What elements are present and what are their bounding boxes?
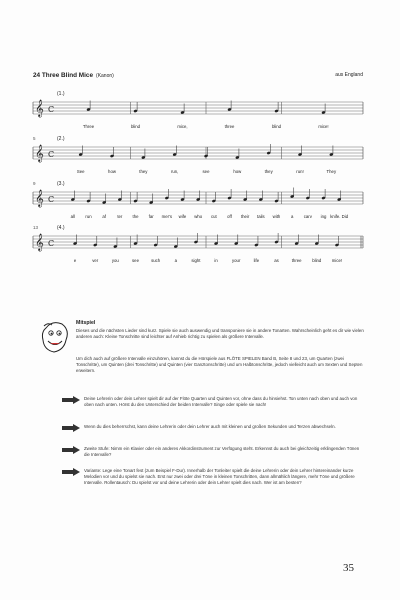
- round-entry-mark: (2.): [57, 136, 65, 142]
- staff-svg: [33, 133, 363, 167]
- song-title: 24 Three Blind Mice (Kanon): [33, 72, 114, 79]
- lyric-syllable: your: [232, 258, 241, 263]
- lyric-syllable: the: [132, 214, 139, 219]
- lyric-syllable: run,: [170, 169, 179, 174]
- time-signature: C: [48, 195, 55, 204]
- tip-paragraph: Um dich auch auf größere Intervalle einzuhören, kannst du die Hörspiele aus FLÖTE SPIELEN Band B, Seite 8 und 23, um Quarten (zwei Tonschritte), um Quinten (drei Tonschritte) und Quinten (vier Ganztonschritte) und um Halbtonschritte, jedoch vielleicht auch um Sexten und Septen erweitern.: [76, 356, 363, 374]
- tip-box: [40, 320, 370, 555]
- round-entry-mark: (4.): [57, 225, 65, 231]
- smiling-face-icon: [40, 320, 70, 354]
- measure-number: 13: [33, 225, 39, 230]
- song-header: [33, 72, 363, 82]
- round-entry-mark: (3.): [57, 181, 65, 187]
- treble-clef-icon: 𝄞: [35, 99, 44, 117]
- lyric-syllable: life: [253, 258, 260, 263]
- song-title-subtitle: (Kanon): [96, 73, 114, 79]
- lyric-syllable: See: [76, 169, 85, 174]
- staff-line-4: [33, 222, 363, 272]
- lyric-syllable: mer's: [161, 214, 173, 219]
- lyric-syllable: mice,: [177, 124, 188, 129]
- lyric-syllable: they: [139, 169, 148, 174]
- lyric-syllable: three: [291, 258, 302, 263]
- lyric-syllable: with: [272, 214, 281, 219]
- lyric-syllable: see: [132, 258, 139, 263]
- arrow-right-icon: [62, 424, 80, 432]
- lyric-syllable: ing: [320, 214, 327, 219]
- time-signature: C: [48, 239, 55, 248]
- arrow-right-icon: [62, 396, 80, 404]
- lyric-syllable: blind: [130, 124, 141, 129]
- lyric-syllable: knife. Did: [330, 214, 349, 219]
- lyric-syllable: mice!: [331, 258, 343, 263]
- measure-number: 5: [33, 136, 36, 141]
- time-signature: C: [48, 105, 55, 114]
- lyric-syllable: blind: [312, 258, 322, 263]
- staff-line-1: [33, 88, 363, 138]
- lyric-syllable: all: [70, 214, 75, 219]
- treble-clef-icon: 𝄞: [35, 233, 44, 251]
- lyric-syllable: sight: [191, 258, 201, 263]
- lyric-syllable: tails: [257, 214, 265, 219]
- lyric-syllable: They: [326, 169, 337, 174]
- lyric-syllable: ter: [117, 214, 123, 219]
- lyric-syllable: run: [85, 214, 92, 219]
- lyric-syllable: who: [194, 214, 203, 219]
- lyric-syllable: see: [202, 169, 210, 174]
- lyric-syllable: in: [214, 258, 218, 263]
- lyric-syllable: their: [240, 214, 250, 219]
- time-signature: C: [48, 150, 55, 159]
- lyric-syllable: run!: [296, 169, 304, 174]
- staff-line-3: [33, 178, 363, 228]
- arrow-right-icon: [62, 468, 80, 476]
- lyric-syllable: a: [174, 258, 177, 263]
- exercise-text: Variante: Lege eine Tonart fest (zum Beispiel F-Dur). Innerhalb der Tonleiter spielt die deine Lehrerin oder dein Lehrer hintereinander kurze Melodien vor und du spielst sie nach. Erst nur zwei oder drei Töne in kleinen Tonschritten, dann allmählich längere, mehr Töne und größere Intervalle. Rollentausch: Du spielst vor und deine Lehrerin oder dein Lehrer spielt dies nach. Wer ist am besten?: [84, 468, 355, 486]
- lyric-syllable: wife: [178, 214, 187, 219]
- staff-svg: [33, 88, 363, 122]
- measure-number: 9: [33, 181, 36, 186]
- lyric-syllable: three: [224, 124, 235, 129]
- song-origin: aus England: [335, 72, 363, 78]
- staff-svg: [33, 222, 363, 256]
- tip-title: Mitspiel: [76, 320, 96, 326]
- lyric-syllable: Three: [82, 124, 95, 129]
- exercise-text: Wenn du dies beherrschst, kann deine Lehrerin oder dein Lehrer auch mit kleinen und großen Sekunden und Terzen abwechseln.: [84, 424, 336, 429]
- treble-clef-icon: 𝄞: [35, 144, 44, 162]
- lyric-syllable: far: [148, 214, 154, 219]
- lyric-syllable: af: [102, 214, 106, 219]
- exercise-text: Zweite Stufe: Nimm ein Klavier oder ein anderes Akkordinstrument zur Verfügung steht. Erkennst du auch bei gleichzeitig erklingenden Tönen die Intervalle?: [84, 446, 360, 458]
- treble-clef-icon: 𝄞: [35, 189, 44, 207]
- staff-svg: [33, 178, 363, 212]
- tip-paragraph: Dieses und die nächsten Lieder sind kurz. Spiele sie auch auswendig und transponiere sie in andere Tonarten. Wahrscheinlich geht es dir wie vielen anderen auch: Kleine Tonschritte sind leichter auf Anhieb richtig zu spielen als größere Intervalle.: [76, 328, 364, 340]
- lyric-syllable: mice!: [318, 124, 329, 129]
- lyric-syllable: how: [233, 169, 242, 174]
- lyric-syllable: they: [264, 169, 273, 174]
- lyric-syllable: carv: [303, 214, 312, 219]
- staff-line-2: [33, 133, 363, 183]
- exercise-text: Deine Lehrerin oder dein Lehrer spielt dir auf der Flöte Quarten und Quinten vor, ohne dass du hinsiehst. Ton unten nach oben und auch von oben nach unten. Hörst du den Unterschied der beiden Intervalle? Singe oder spiele sie nach!: [84, 396, 358, 408]
- arrow-right-icon: [62, 446, 80, 454]
- lyric-syllable: you: [111, 258, 119, 263]
- lyric-syllable: blind: [271, 124, 282, 129]
- round-entry-mark: (1.): [57, 91, 65, 97]
- lyric-syllable: as: [274, 258, 279, 263]
- lyric-syllable: off: [227, 214, 232, 219]
- lyric-syllable: a: [290, 214, 294, 219]
- lyric-syllable: ver: [92, 258, 99, 263]
- lyric-syllable: cut: [210, 214, 217, 219]
- lyric-syllable: how: [108, 169, 116, 174]
- lyric-syllable: e: [73, 258, 77, 263]
- page-number: 35: [343, 562, 354, 574]
- lyric-syllable: such: [151, 258, 161, 263]
